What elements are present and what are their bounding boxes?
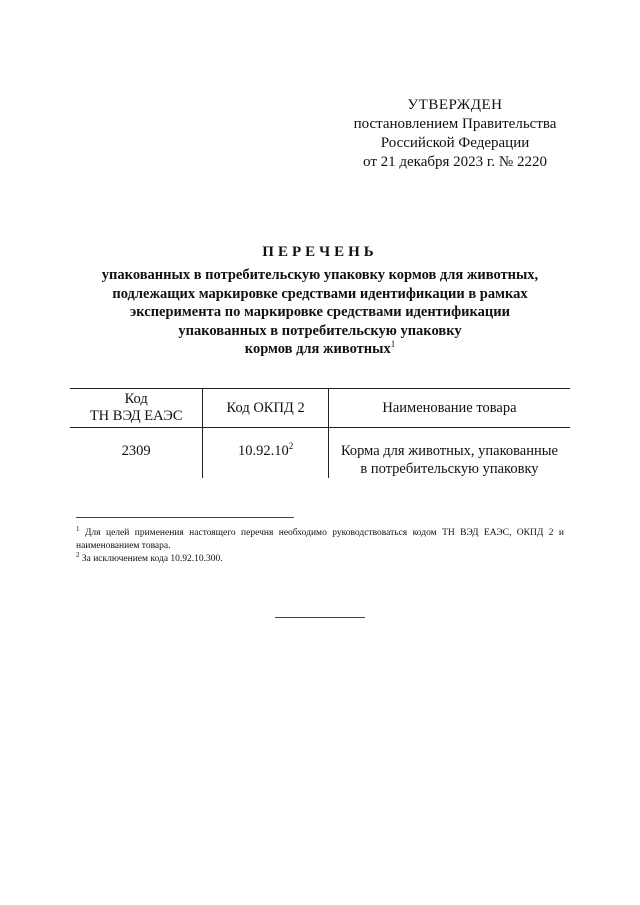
cell-okpd: [203, 428, 329, 479]
subtitle-line-last: [60, 340, 580, 359]
cell-name: [328, 428, 570, 479]
approval-line-government: Российской Федерации: [380, 135, 530, 151]
end-of-document-rule: [275, 617, 365, 618]
header-tnved-line2: ТН ВЭД ЕАЭС: [89, 408, 183, 424]
footnote-ref-1: 1: [390, 339, 396, 350]
approval-line-date: от 21 декабря 2023 г. № 2220: [363, 154, 547, 170]
cell-okpd-value: 10.92.10: [238, 443, 289, 459]
subtitle-line: кормов для животных: [244, 341, 391, 357]
subtitle-line: подлежащих маркировке средствами идентификации в рамках: [112, 285, 528, 302]
cell-name-line1: Корма для животных, упакованные: [340, 443, 558, 459]
footnote-1: [76, 524, 565, 553]
footnote-2: [76, 550, 564, 566]
document-subtitle: [60, 266, 580, 359]
cell-tnved: 2309: [121, 443, 151, 459]
subtitle-line: упакованных в потребительскую упаковку: [178, 322, 462, 339]
footnote-2-text: За исключением кода 10.92.10.300.: [81, 554, 223, 564]
approval-line-decree: постановлением Правительства: [353, 116, 557, 132]
header-tnved-line1: Код: [124, 391, 148, 407]
table-row: [70, 428, 570, 479]
subtitle-line: упакованных в потребительскую упаковку кормов для животных,: [101, 267, 539, 283]
header-tnved: [70, 389, 203, 428]
footnote-ref-2: 2: [288, 441, 294, 452]
footnote-1-num: 1: [76, 524, 80, 533]
approval-block: [340, 96, 570, 172]
table-header-row: [70, 389, 570, 428]
approval-stamp: УТВЕРЖДЕН: [407, 97, 503, 113]
footnote-1-text: Для целей применения настоящего перечня необходимо руководствоваться кодом ТН ВЭД ЕАЭС, ОКПД 2 и наименованием товара.: [76, 528, 565, 551]
header-okpd: Код ОКПД 2: [203, 389, 329, 428]
footnote-divider: [76, 517, 294, 518]
subtitle-line: эксперимента по маркировке средствами идентификации: [130, 304, 510, 320]
cell-name-line2: в потребительскую упаковку: [360, 461, 539, 477]
footnotes: [76, 524, 565, 566]
header-name: Наименование товара: [328, 389, 570, 428]
goods-table: [70, 388, 570, 478]
document-title: ПЕРЕЧЕНЬ: [262, 244, 378, 260]
footnote-2-num: 2: [76, 550, 80, 559]
